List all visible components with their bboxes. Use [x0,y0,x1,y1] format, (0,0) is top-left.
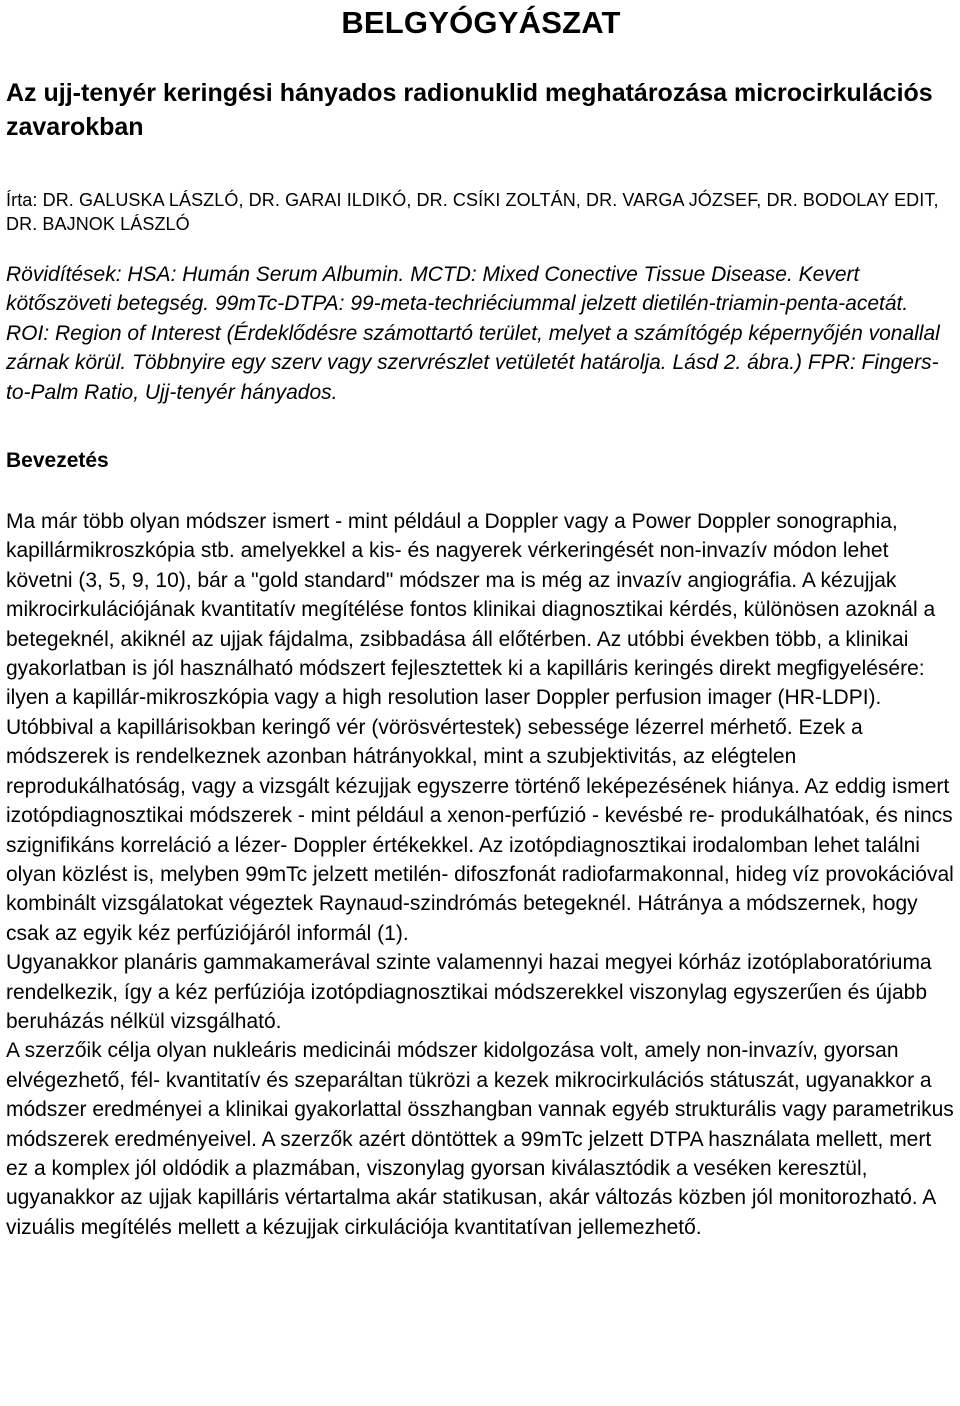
authors-line: Írta: DR. GALUSKA LÁSZLÓ, DR. GARAI ILDIKÓ, DR. CSÍKI ZOLTÁN, DR. VARGA JÓZSEF, DR. BODOLAY EDIT, DR. BAJNOK LÁSZLÓ [6,190,939,234]
section-title: BELGYÓGYÁSZAT [341,5,621,40]
intro-body [6,507,956,1242]
document-page [6,0,956,1242]
abbreviations-block: Rövidítések: HSA: Humán Serum Albumin. MCTD: Mixed Conective Tissue Disease. Kevert kötőszöveti betegség. 99mTc-DTPA: 99-meta-techriéciummal jelzett dietilén-triamin-penta-acetát. ROI: Region of Interest (Érdeklődésre számottartó terület, melyet a számítógép képernyőjén vonallal zárnak körül. Többnyire egy szerv vagy szervrészlet vetületét határolja. Lásd 2. ábra.) FPR: Fingers-to-Palm Ratio, Ujj-tenyér hányados. [6,263,940,404]
paragraph: A szerzőik célja olyan nukleáris medicinái módszer kidolgozása volt, amely non-invazív, gyorsan elvégezhető, fél- kvantitatív és szeparáltan tükrözi a kezek mikrocirkulációs státuszát, ugyanakkor a módszer eredményei a klinikai gyakorlattal összhangban vannak egyéb strukturális vagy parametrikus módszerek eredményeivel. A szerzők azért döntöttek a 99mTc jelzett DTPA használata mellett, mert ez a komplex jól oldódik a plazmában, viszonylag gyorsan kiválasztódik a veséken keresztül, ugyanakkor az ujjak kapilláris vértartalma akár statikusan, akár változás közben jól monitorozható. A vizuális megítélés mellett a kézujjak cirkulációja kvantitatívan jellemezhető. [6,1039,954,1239]
paragraph: Ugyanakkor planáris gammakamerával szinte valamennyi hazai megyei kórház izotóplaboratóriuma rendelkezik, így a kéz perfúziója izotópdiagnosztikai módszerekkel viszonylag egyszerűen és újabb beruházás nélkül vizsgálható. [6,951,932,1033]
article-title: Az ujj-tenyér keringési hányados radionuklid meghatározása microcirkulációs zavarokban [6,79,933,141]
paragraph: Ma már több olyan módszer ismert - mint például a Doppler vagy a Power Doppler sonographia, kapillármikroszkópia stb. amelyekkel a kis- és nagyerek vérkeringését non-invazív módon lehet követni (3, 5, 9, 10), bár a "gold standard" módszer ma is még az invazív angiográfia. A kézujjak mikrocirkulációjának kvantitatív megítélése fontos klinikai diagnosztikai kérdés, különösen azoknál a betegeknél, akiknél az ujjak fájdalma, zsibbadása áll előtérben. Az utóbbi években több, a klinikai gyakorlatban is jól használható módszert fejlesztettek ki a kapilláris keringés direkt megfigyelésére: ilyen a kapillár-mikroszkópia vagy a high resolution laser Doppler perfusion imager (HR-LDPI). Utóbbival a kapillárisokban keringő vér (vörösvértestek) sebessége lézerrel mérhető. Ezek a módszerek is rendelkeznek azonban hátrányokkal, mint a szubjektivitás, az elégtelen reprodukálhatóság, vagy a vizsgált kézujjak egyszerre történő leképezésének hiánya. Az eddig ismert izotópdiagnosztikai módszerek - mint például a xenon-perfúzió - kevésbé re- produkálhatóak, és nincs szignifikáns korreláció a lézer- Doppler értékekkel. Az izotópdiagnosztikai irodalomban lehet találni olyan közlést is, melyben 99mTc jelzett metilén- difoszfonát radiofarmakonnal, hideg víz provokációval kombinált vizsgálatokat végeztek Raynaud-szindrómás betegeknél. Hátránya a módszernek, hogy csak az egyik kéz perfúziójáról informál (1). [6,510,954,945]
intro-heading: Bevezetés [6,449,109,473]
